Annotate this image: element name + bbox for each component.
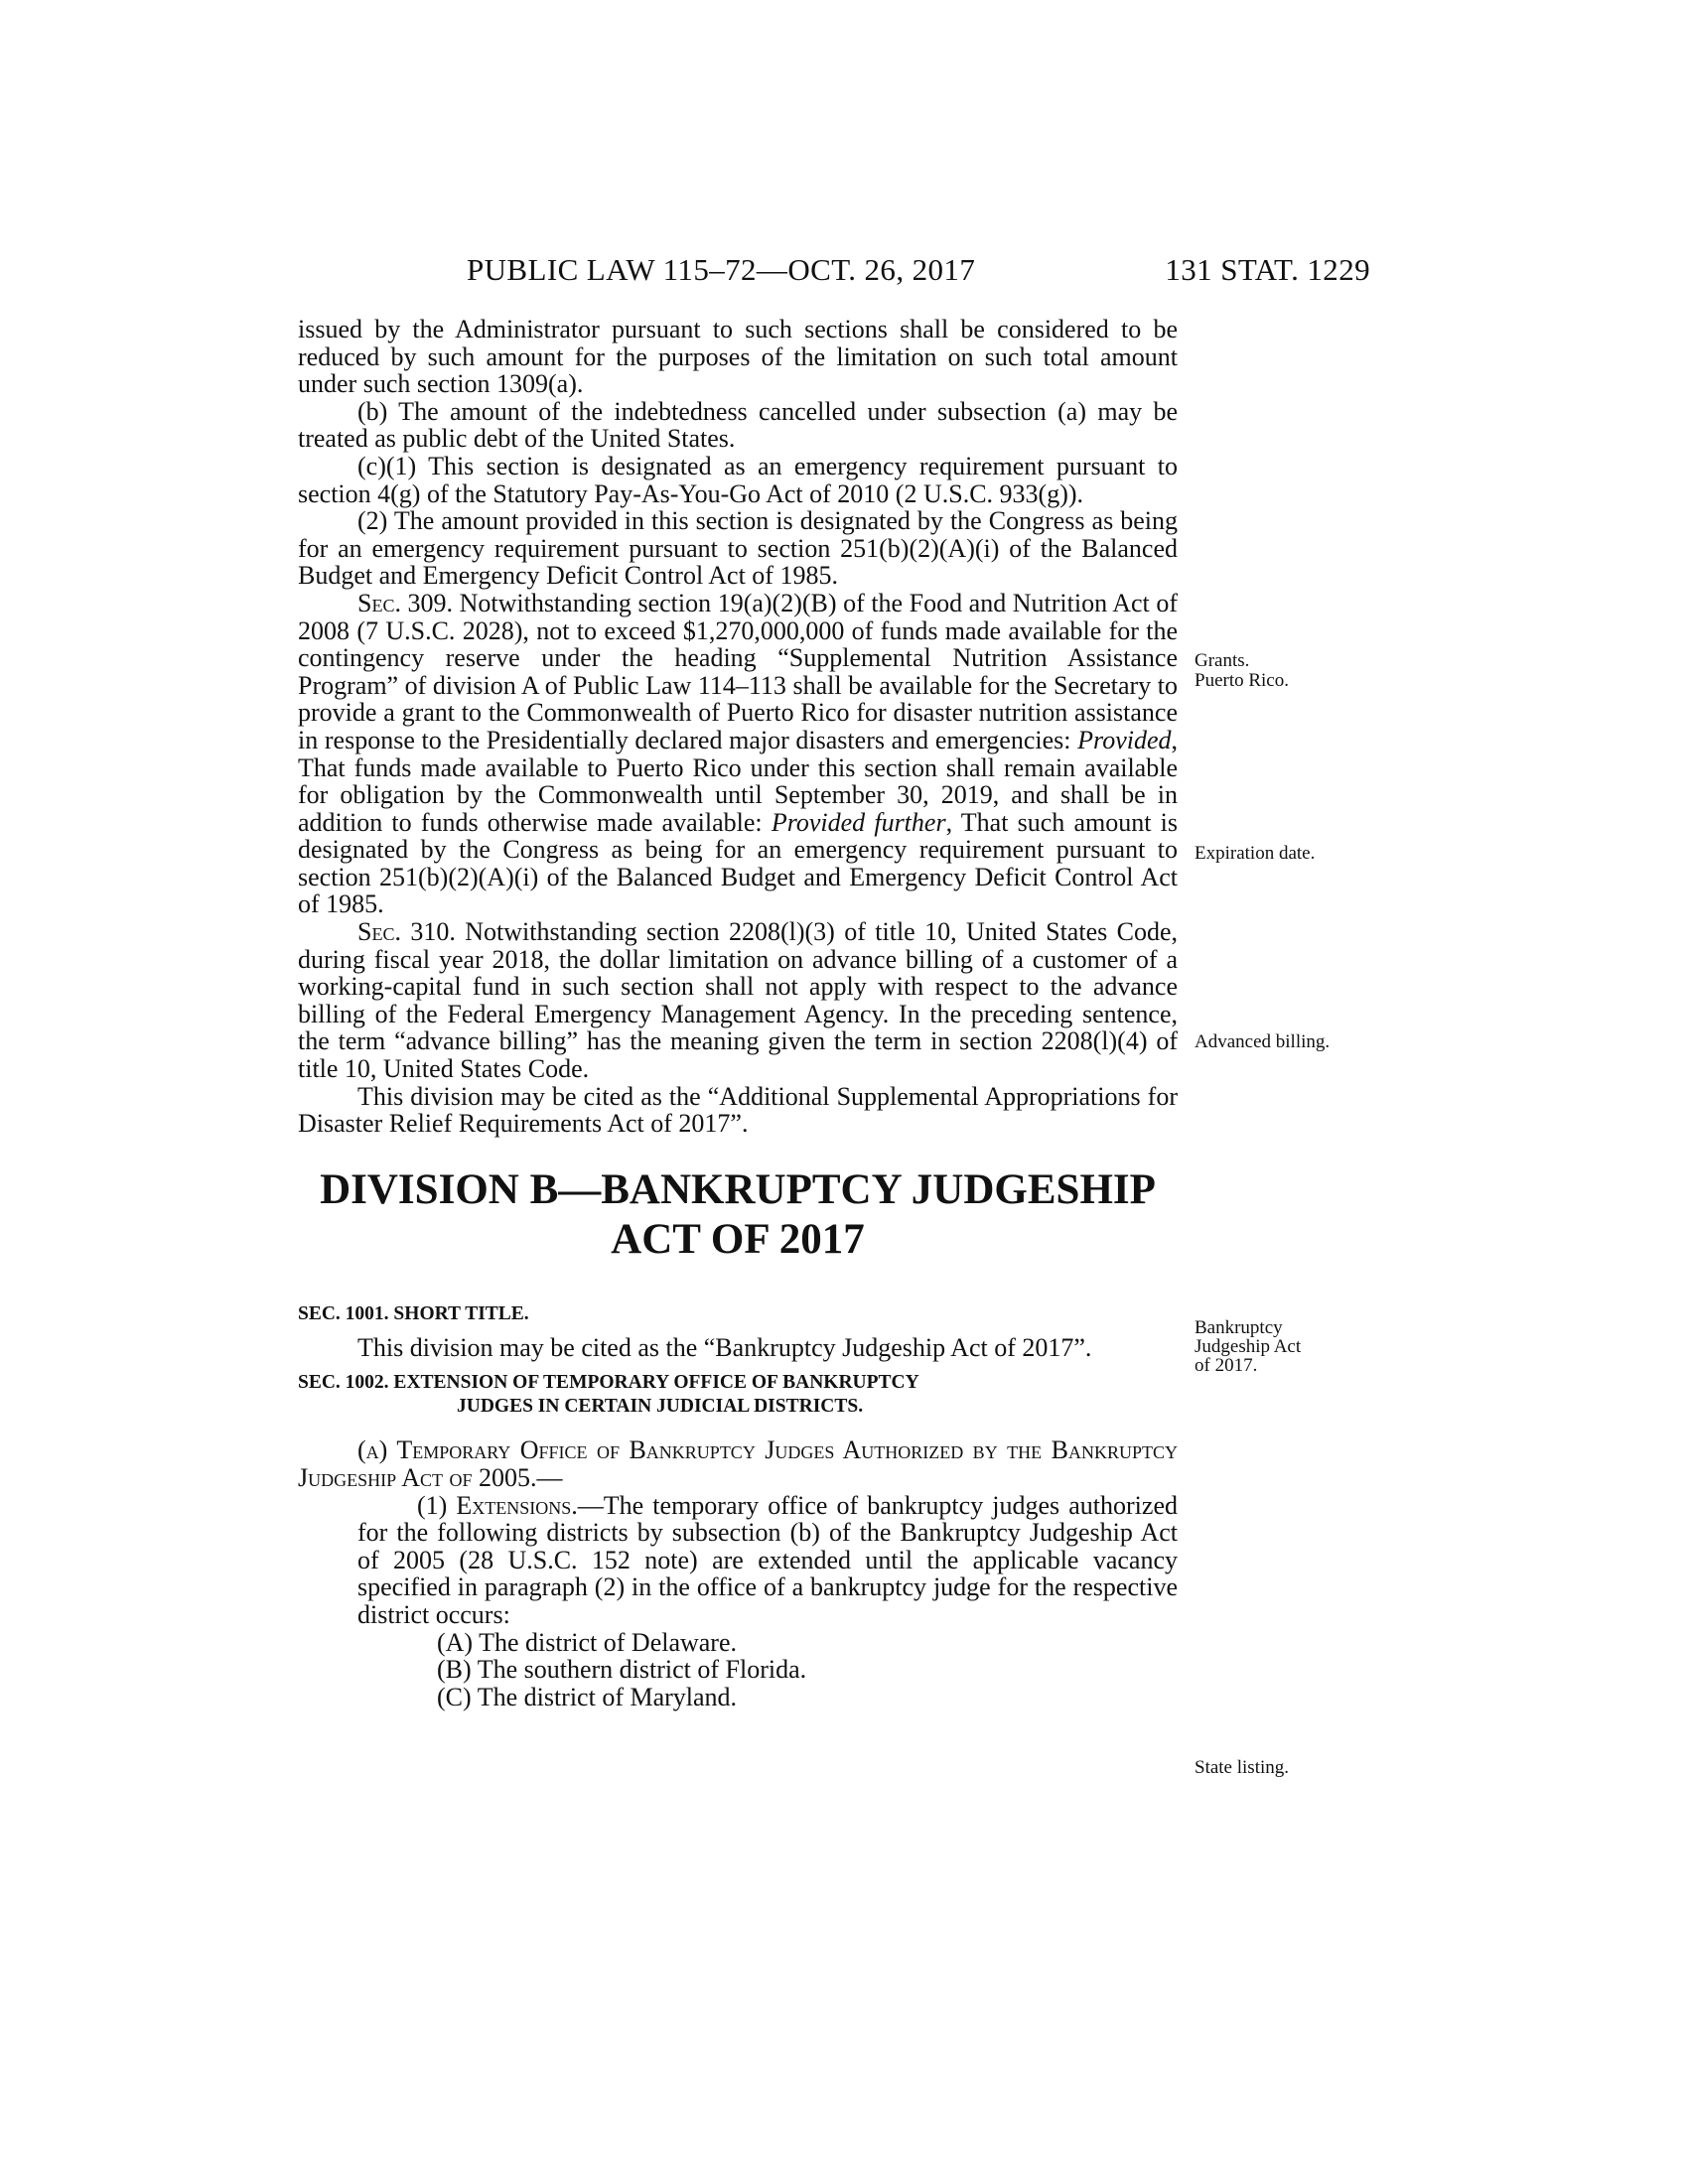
section-309 <box>298 590 1178 918</box>
section-309-text-c: , That such amount is designated by the Congress as being for an emergency requirement pursuant to section 251(b)(2)(A)(i) of the Balanced Budget and Emergency Deficit Control Act of 1985. <box>298 807 1179 919</box>
section-1002-heading-line2: JUDGES IN CERTAIN JUDICIAL DISTRICTS. <box>457 1396 864 1418</box>
district-list <box>298 1629 1178 1711</box>
section-310-label: Sec. 310. <box>357 917 456 947</box>
paragraph-subsection-c1: (c)(1) This section is designated as an emergency requirement pursuant to section 4(g) of the Statutory Pay-As-You-Go Act of 2010 (2 U.S.C. 933(g)). <box>298 451 1178 508</box>
section-309-text-a: Notwithstanding section 19(a)(2)(B) of the Food and Nutrition Act of 2008 (7 U.S.C. 2028), not to exceed $1,270,000,000 of funds made available for the contingency reserve under the heading “Supplemental Nutrition Assistance Program” of division A of Public Law 114–113 shall be available for the Secretary to provide a grant to the Commonwealth of Puerto Rico for disaster nutrition assistance in response to the Presidentially declared major disasters and emergencies: <box>298 588 1178 754</box>
paragraph-continuation: issued by the Administrator pursuant to such sections shall be considered to be reduced by such amount for the purposes of the limitation on such total amount under such section 1309(a). <box>298 315 1178 399</box>
page-header <box>298 252 1370 292</box>
section-310-text: Notwithstanding section 2208(l)(3) of title 10, United States Code, during fiscal year 2018, the dollar limitation on advance billing of a customer of a working-capital fund in such section shall not apply with respect to the advance billing of the Federal Emergency Management Agency. In the preceding sentence, the term “advance billing” has the meaning given the term in section 2208(l)(4) of title 10, United States Code. <box>298 917 1178 1084</box>
paragraph-subsection-c2: (2) The amount provided in this section is designated by the Congress as being for an emergency requirement pursuant to section 251(b)(2)(A)(i) of the Balanced Budget and Emergency Deficit Control Act of 1985. <box>298 506 1178 591</box>
page-number: 131 STAT. 1229 <box>1165 252 1370 287</box>
section-1001-heading: SEC. 1001. SHORT TITLE. <box>298 1302 529 1324</box>
section-309-text-b: , That funds made available to Puerto Rico under this section shall remain available for obligation by the Commonwealth until September 30, 2019, and shall be in addition to funds otherwise made available: <box>298 725 1178 837</box>
running-head: PUBLIC LAW 115–72—OCT. 26, 2017 <box>467 252 976 287</box>
section-1001-text: This division may be cited as the “Bankruptcy Judgeship Act of 2017”. <box>357 1332 1092 1362</box>
list-item: (A) The district of Delaware. <box>437 1627 738 1657</box>
margin-note-bankruptcy-judgeship-act-1: Bankruptcy <box>1195 1317 1283 1338</box>
list-item: (B) The southern district of Florida. <box>437 1655 807 1685</box>
paragraph-1 <box>298 1492 1178 1629</box>
paragraph-1-text: —The temporary office of bankruptcy judges authorized for the following districts by subsection (b) of the Bankruptcy Judgeship Act of 2005 (28 U.S.C. 152 note) are extended until the applicable vacancy specified in paragraph (2) in the office of a bankruptcy judge for the respective district occurs: <box>357 1490 1178 1629</box>
body-text <box>298 316 1178 1710</box>
section-309-label: Sec. 309. <box>357 588 454 617</box>
division-heading <box>298 1165 1178 1265</box>
division-heading-line2: ACT OF 2017 <box>611 1215 865 1263</box>
margin-note-advanced-billing: Advanced billing. <box>1195 1031 1331 1052</box>
paragraph-subsection-b: (b) The amount of the indebtedness cancelled under subsection (a) may be treated as public debt of the United States. <box>298 396 1178 454</box>
paragraph-1-label: (1) Extensions. <box>417 1490 578 1520</box>
division-citation: This division may be cited as the “Additional Supplemental Appropriations for Disaster Relief Requirements Act of 2017”. <box>298 1081 1178 1139</box>
section-1002-heading <box>298 1371 1178 1419</box>
margin-note-expiration-date: Expiration date. <box>1195 843 1316 864</box>
section-1002-heading-line1: SEC. 1002. EXTENSION OF TEMPORARY OFFICE OF BANKRUPTCY <box>298 1372 919 1394</box>
list-item: (C) The district of Maryland. <box>437 1682 738 1711</box>
margin-note-puerto-rico: Puerto Rico. <box>1195 670 1289 691</box>
margin-note-state-listing: State listing. <box>1195 1757 1289 1778</box>
margin-note-grants: Grants. <box>1195 650 1250 671</box>
division-heading-line1: DIVISION B—BANKRUPTCY JUDGESHIP <box>320 1165 1156 1213</box>
section-309-provided-further: Provided further <box>771 807 946 837</box>
subsection-a-heading: (a) Temporary Office of Bankruptcy Judges Authorized by the Bankruptcy Judgeship Act of 2005.— <box>298 1435 1178 1492</box>
section-309-provided: Provided <box>1077 725 1172 754</box>
section-310 <box>298 918 1178 1083</box>
margin-note-bankruptcy-judgeship-act-2: Judgeship Act <box>1195 1336 1302 1357</box>
margin-note-bankruptcy-judgeship-act-3: of 2017. <box>1195 1355 1258 1376</box>
